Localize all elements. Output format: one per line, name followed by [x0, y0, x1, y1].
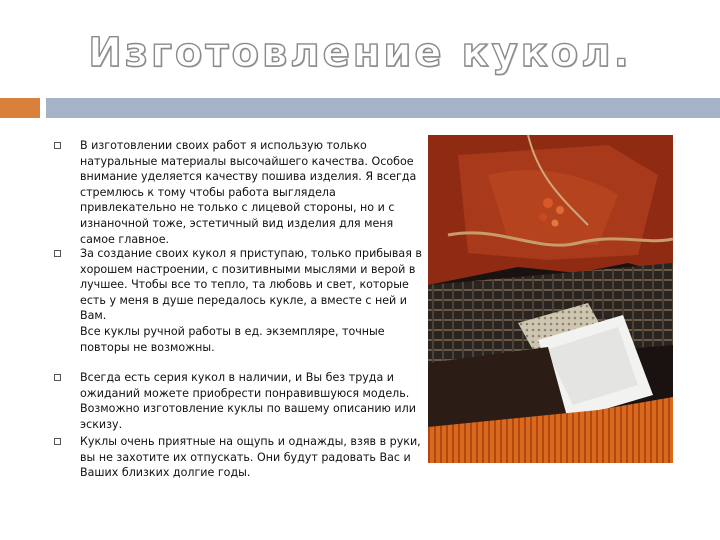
bullet-item: [52, 370, 424, 434]
bullet-text: В изготовлении своих работ я использую только натуральные материалы высочайшего качества. Особое внимание уделяется качеству пошива изделия. Я всегда стремлюсь к тому чтобы работа выглядела привлекательно не только с лицевой стороны, но и с изнаночной тоже, эстетичный вид изделия для меня самое главное.: [80, 139, 417, 246]
accent-bar-blue: [46, 98, 720, 118]
bullet-item: [52, 434, 424, 481]
bullet-item: [52, 138, 424, 246]
bullet-item: [52, 246, 424, 370]
bullet-list: [52, 138, 424, 481]
square-bullet-icon: [54, 374, 61, 381]
bullet-text: За создание своих кукол я приступаю, только прибывая в хорошем настроении, с позитивными мыслями и верой в лучшее. Чтобы все то тепло, та любовь и свет, которые есть у меня в душе передалось кукле, а вместе с ней и Вам. Все куклы ручной работы в ед. экземпляре, точные повторы не возможны.: [80, 247, 422, 354]
square-bullet-icon: [54, 250, 61, 257]
slide-title: Изготовление кукол.: [88, 30, 632, 76]
square-bullet-icon: [54, 142, 61, 149]
fabric-materials-photo: [428, 135, 673, 463]
square-bullet-icon: [54, 438, 61, 445]
bullet-text: Куклы очень приятные на ощупь и однажды, взяв в руки, вы не захотите их отпускать. Они будут радовать Вас и Ваших близких долгие годы.: [80, 435, 421, 480]
bullet-text: Всегда есть серия кукол в наличии, и Вы без труда и ожиданий можете приобрести понравившуюся модель. Возможно изготовление куклы по вашему описанию или эскизу.: [80, 371, 416, 431]
accent-bar-orange: [0, 98, 40, 118]
